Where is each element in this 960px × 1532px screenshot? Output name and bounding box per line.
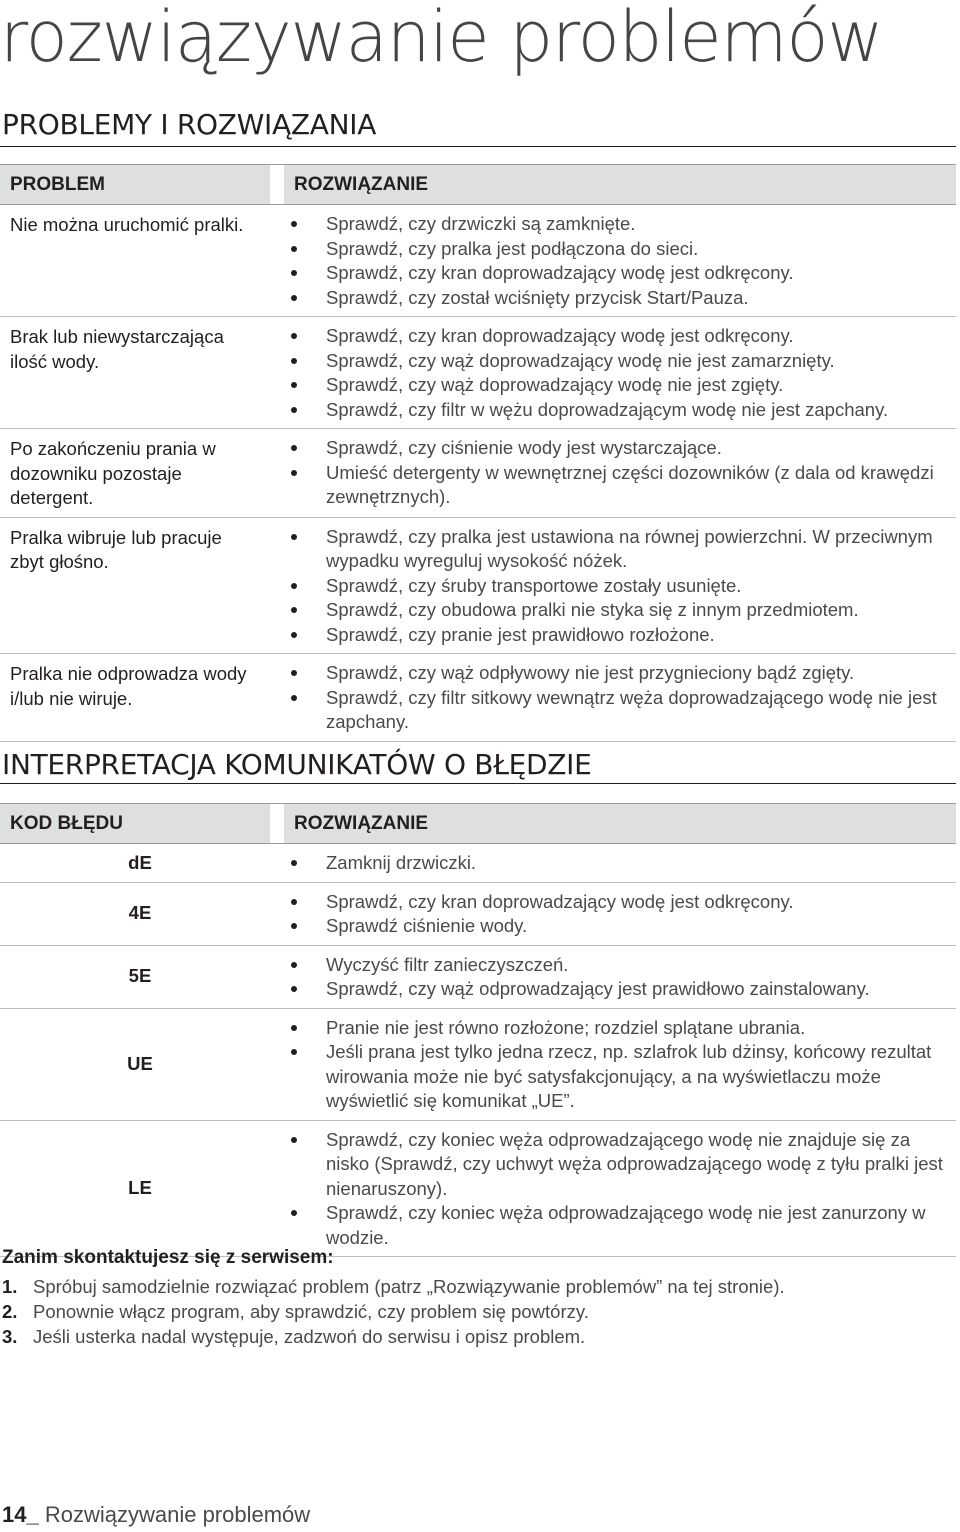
solution-list [284, 890, 956, 939]
solution-item: Sprawdź, czy filtr sitkowy wewnątrz węża doprowadzającego wodę nie jest zapchany. [284, 686, 956, 735]
solution-cell [284, 882, 956, 945]
solution-list [284, 212, 956, 310]
solution-item: Umieść detergenty w wewnętrznej części dozowników (z dala od krawędzi zewnętrznych). [284, 461, 956, 510]
problems-heading: PROBLEMY I ROZWIĄZANIA [2, 108, 377, 141]
solution-column-header: ROZWIĄZANIE [284, 165, 956, 205]
problem-text: Nie można uruchomić pralki. [0, 205, 270, 317]
step-text: Jeśli usterka nadal występuje, zadzwoń do serwisu i opisz problem. [33, 1326, 586, 1347]
errors-heading-rule [0, 783, 956, 784]
solution-item: Wyczyść filtr zanieczyszczeń. [284, 953, 956, 978]
solution-cell [284, 517, 956, 654]
solution-item: Sprawdź, czy ciśnienie wody jest wystarczające. [284, 436, 956, 461]
contact-service-title: Zanim skontaktujesz się z serwisem: [2, 1247, 334, 1268]
error-row [0, 882, 956, 945]
problem-row [0, 654, 956, 742]
solution-list [284, 851, 956, 876]
step-number: 1. [2, 1276, 18, 1297]
solution-list [284, 1016, 956, 1114]
contact-step [2, 1274, 785, 1299]
problem-column-header: PROBLEM [0, 165, 270, 205]
contact-step [2, 1324, 785, 1349]
solution-cell [284, 654, 956, 742]
problem-text: Pralka nie odprowadza wody i/lub nie wiruje. [0, 654, 270, 742]
problem-text: Pralka wibruje lub pracuje zbyt głośno. [0, 517, 270, 654]
solution-list [284, 1128, 956, 1251]
error-row [0, 844, 956, 883]
solution-cell [284, 1008, 956, 1120]
error-code: 4E [0, 882, 270, 945]
solution-item: Sprawdź, czy pranie jest prawidłowo rozłożone. [284, 623, 956, 648]
contact-steps-list [2, 1274, 785, 1349]
solution-item: Sprawdź, czy wąż odpływowy nie jest przygnieciony bądź zgięty. [284, 661, 956, 686]
problem-row [0, 205, 956, 317]
solution-item: Sprawdź ciśnienie wody. [284, 914, 956, 939]
solution-list [284, 661, 956, 735]
solution-item: Sprawdź, czy śruby transportowe zostały usunięte. [284, 574, 956, 599]
solution-item: Pranie nie jest równo rozłożone; rozdziel splątane ubrania. [284, 1016, 956, 1041]
error-code-column-header: KOD BŁĘDU [0, 804, 270, 844]
solution-item: Sprawdź, czy pralka jest podłączona do sieci. [284, 237, 956, 262]
solution-list [284, 436, 956, 510]
solution-cell [284, 429, 956, 518]
solution-item: Sprawdź, czy drzwiczki są zamknięte. [284, 212, 956, 237]
solution-cell [284, 205, 956, 317]
error-solution-column-header: ROZWIĄZANIE [284, 804, 956, 844]
page-footer [2, 1502, 310, 1528]
solution-item: Jeśli prana jest tylko jedna rzecz, np. szlafrok lub dżinsy, końcowy rezultat wirowania może nie być satysfakcjonujący, a na wyświetlaczu może wyświetlić się komunikat „UE”. [284, 1040, 956, 1114]
solution-item: Sprawdź, czy wąż doprowadzający wodę nie jest zamarznięty. [284, 349, 956, 374]
problem-row [0, 517, 956, 654]
errors-heading: INTERPRETACJA KOMUNIKATÓW O BŁĘDZIE [2, 748, 592, 781]
solution-item: Sprawdź, czy kran doprowadzający wodę jest odkręcony. [284, 324, 956, 349]
step-number: 2. [2, 1301, 18, 1322]
solution-item: Sprawdź, czy wąż doprowadzający wodę nie jest zgięty. [284, 373, 956, 398]
page-title: rozwiązywanie problemów [0, 0, 883, 78]
solution-item: Zamknij drzwiczki. [284, 851, 956, 876]
contact-step [2, 1299, 785, 1324]
solution-item: Sprawdź, czy wąż odprowadzający jest prawidłowo zainstalowany. [284, 977, 956, 1002]
step-text: Ponownie włącz program, aby sprawdzić, czy problem się powtórzy. [33, 1301, 589, 1322]
error-code: LE [0, 1120, 270, 1257]
step-text: Spróbuj samodzielnie rozwiązać problem (patrz „Rozwiązywanie problemów” na tej stronie). [33, 1276, 785, 1297]
solution-item: Sprawdź, czy obudowa pralki nie styka się z innym przedmiotem. [284, 598, 956, 623]
error-code: dE [0, 844, 270, 883]
error-row [0, 945, 956, 1008]
solution-item: Sprawdź, czy kran doprowadzający wodę jest odkręcony. [284, 890, 956, 915]
problem-row [0, 429, 956, 518]
error-codes-table [0, 803, 956, 1257]
solution-item: Sprawdź, czy kran doprowadzający wodę jest odkręcony. [284, 261, 956, 286]
solution-cell [284, 317, 956, 429]
problems-heading-rule [0, 146, 956, 147]
solution-item: Sprawdź, czy został wciśnięty przycisk Start/Pauza. [284, 286, 956, 311]
solution-item: Sprawdź, czy pralka jest ustawiona na równej powierzchni. W przeciwnym wypadku wyreguluj wysokość nóżek. [284, 525, 956, 574]
error-code: UE [0, 1008, 270, 1120]
page-number: 14_ [2, 1502, 39, 1527]
solution-cell [284, 1120, 956, 1257]
step-number: 3. [2, 1326, 18, 1347]
solution-item: Sprawdź, czy koniec węża odprowadzającego wodę nie znajduje się za nisko (Sprawdź, czy uchwyt węża odprowadzającego wodę z tyłu pralki jest nienaruszony). [284, 1128, 956, 1202]
solution-cell [284, 945, 956, 1008]
solution-list [284, 525, 956, 648]
problem-text: Po zakończeniu prania w dozowniku pozostaje detergent. [0, 429, 270, 518]
footer-section-name: Rozwiązywanie problemów [44, 1502, 311, 1527]
solution-list [284, 953, 956, 1002]
solution-list [284, 324, 956, 422]
solution-item: Sprawdź, czy koniec węża odprowadzającego wodę nie jest zanurzony w wodzie. [284, 1201, 956, 1250]
error-code: 5E [0, 945, 270, 1008]
problems-table [0, 164, 956, 742]
solution-cell [284, 844, 956, 883]
problem-text: Brak lub niewystarczająca ilość wody. [0, 317, 270, 429]
solution-item: Sprawdź, czy filtr w wężu doprowadzającym wodę nie jest zapchany. [284, 398, 956, 423]
problem-row [0, 317, 956, 429]
error-row [0, 1008, 956, 1120]
error-row [0, 1120, 956, 1257]
